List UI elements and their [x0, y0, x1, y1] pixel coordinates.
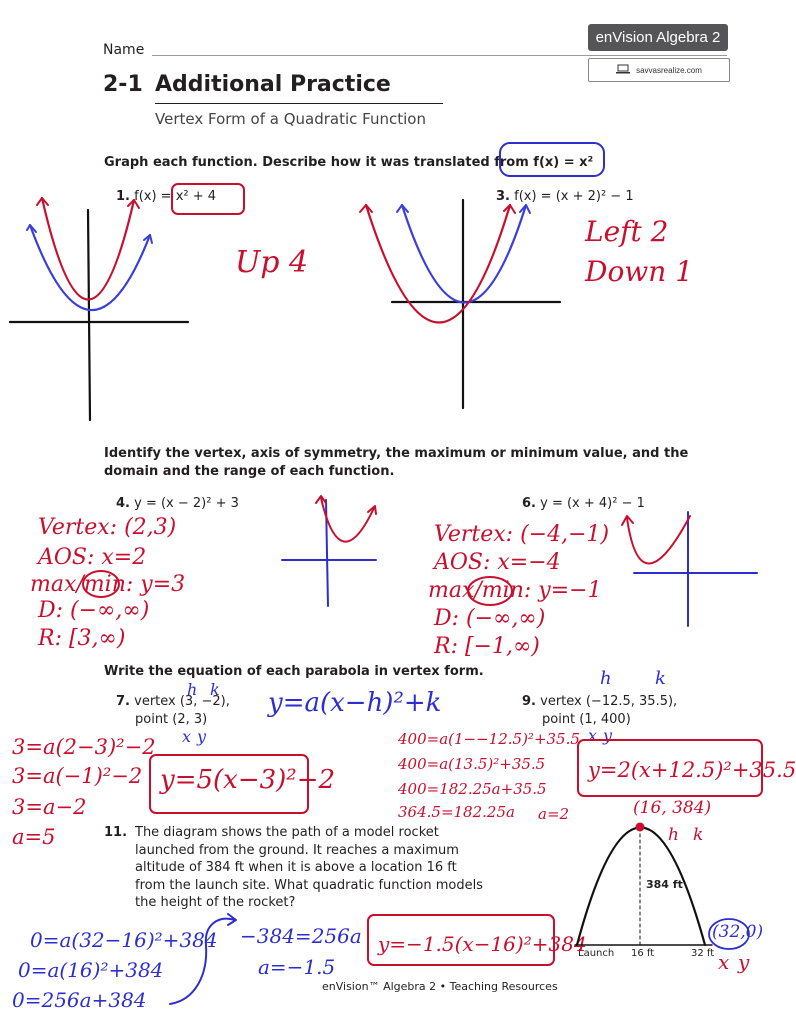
problem-11-line: the height of the rocket?: [135, 895, 296, 910]
p11-work-5: a=−1.5: [258, 955, 336, 979]
p11-answer: y=−1.5(x−16)²+384: [378, 932, 587, 956]
p4-vertex: Vertex: (2,3): [38, 515, 177, 540]
p6-domain: D: (−∞,∞): [434, 606, 546, 631]
rocket-k-note: k: [693, 825, 704, 845]
problem-7-line2: point (2, 3): [135, 712, 208, 727]
p4-range: R: [3,∞): [38, 626, 126, 651]
p7-work-1: 3=a(2−3)²−2: [12, 735, 156, 759]
p9-work-4: 364.5=182.25a: [398, 803, 515, 821]
rocket-x-16: 16 ft: [631, 948, 655, 959]
p11-work-4: −384=256a: [240, 924, 362, 948]
problem-11-line: launched from the ground. It reaches a maximum: [135, 842, 459, 858]
p9-work-3: 400=182.25a+35.5: [398, 780, 547, 798]
rocket-h-note: h: [668, 825, 679, 845]
problem-11-line: altitude of 384 ft when it is above a location 16 ft: [135, 860, 457, 875]
graph-4-curve: [321, 498, 374, 542]
lesson-subtitle: Vertex Form of a Quadratic Function: [155, 110, 426, 128]
lesson-title: Additional Practice: [155, 72, 391, 97]
problem-7-number: 7.: [116, 694, 130, 709]
p7-h-note: h: [187, 680, 198, 699]
section2-instructions-1: Identify the vertex, axis of symmetry, the maximum or minimum value, and the: [104, 446, 689, 461]
p7-work-2: 3=a(−1)²−2: [12, 764, 143, 788]
graph-3-shifted: [366, 205, 510, 323]
p11-work-3: 0=256a+384: [12, 988, 147, 1012]
graph-6-curve: [627, 516, 690, 564]
p9-y-note: y: [603, 726, 613, 745]
graph-1-parent: [30, 225, 150, 310]
rocket-x-note: x: [718, 950, 730, 974]
p7-x-note: x: [182, 727, 192, 746]
site-text: savvasrealize.com: [636, 65, 702, 75]
p4-min-circle: [83, 571, 119, 597]
rocket-vertex-note: (16, 384): [633, 798, 712, 818]
name-label: Name: [103, 42, 145, 58]
p4-domain: D: (−∞,∞): [38, 598, 150, 623]
p6-aos: AOS: x=−4: [434, 550, 561, 575]
problem-7-line1: vertex (3, −2),: [134, 694, 230, 709]
p7-answer-box: [150, 755, 308, 813]
rocket-height-label: 384 ft: [646, 878, 683, 891]
p7-k-note: k: [210, 680, 220, 699]
p7-work-4: a=5: [12, 825, 56, 849]
problem-1-answer: Up 4: [235, 245, 309, 280]
p7-y-note: y: [197, 727, 207, 746]
rocket-x-launch: Launch: [578, 948, 615, 959]
section3-instructions: Write the equation of each parabola in vertex form.: [104, 664, 484, 679]
graph-6: [634, 512, 757, 626]
p11-answer-box: [368, 915, 554, 965]
p4-maxmin: max/min: y=3: [30, 572, 186, 597]
p9-answer-box: [578, 740, 762, 796]
footer: enVision™ Algebra 2 • Teaching Resources: [322, 980, 558, 993]
problem-3-number: 3.: [496, 189, 510, 204]
rocket-x-32: 32 ft: [691, 948, 715, 959]
problem-9-line1: vertex (−12.5, 35.5),: [540, 694, 678, 709]
rocket-diagram: [575, 823, 749, 949]
problem-11-number: 11.: [104, 825, 128, 840]
p11-work-1: 0=a(32−16)²+384: [30, 928, 218, 952]
problem-6-text: y = (x + 4)² − 1: [540, 496, 645, 511]
problem-6-number: 6.: [522, 496, 536, 511]
brand-text: enVision Algebra 2: [595, 29, 721, 46]
vertex-formula: y=a(x−h)²+k: [268, 688, 442, 718]
section2-instructions-2: domain and the range of each function.: [104, 464, 395, 479]
rocket-end-note: (32,0): [712, 922, 764, 942]
p6-vertex: Vertex: (−4,−1): [434, 522, 610, 547]
section1-instructions: Graph each function. Describe how it was translated from f(x) = x²: [104, 155, 594, 170]
problem-1-number: 1.: [116, 189, 130, 204]
rocket-y-note: y: [738, 950, 750, 974]
p7-work-3: 3=a−2: [12, 795, 87, 819]
fx-circle: [500, 143, 604, 176]
p6-range: R: [−1,∞): [434, 634, 540, 659]
p4-aos: AOS: x=2: [38, 545, 147, 570]
p9-work-5: a=2: [538, 805, 570, 823]
problem-4-text: y = (x − 2)² + 3: [134, 496, 239, 511]
graph-4: [282, 500, 376, 606]
p9-work-1: 400=a(1−−12.5)²+35.5: [398, 730, 580, 748]
p11-work-2: 0=a(16)²+384: [18, 958, 164, 982]
lesson-number: 2-1: [103, 72, 143, 97]
problem-9-line2: point (1, 400): [542, 712, 631, 727]
p9-x-note: x: [588, 726, 598, 745]
p9-work-2: 400=a(13.5)²+35.5: [398, 755, 546, 773]
problem-4-number: 4.: [116, 496, 130, 511]
problem-11-line: The diagram shows the path of a model rocket: [135, 825, 439, 840]
problem-1-text: f(x) = x² + 4: [134, 189, 217, 204]
problem-3-answer-1: Left 2: [585, 215, 669, 248]
work-arrow: [170, 919, 235, 1004]
problem-9-number: 9.: [522, 694, 536, 709]
x2plus4-box: [172, 184, 244, 214]
p6-maxmin: max/min: y=−1: [428, 578, 602, 603]
problem-3-answer-2: Down 1: [585, 255, 694, 288]
problem-11-line: from the launch site. What quadratic function models: [135, 877, 483, 893]
graph-3: [392, 200, 560, 408]
p7-answer: y=5(x−3)²−2: [160, 765, 336, 795]
p9-h-note: h: [600, 668, 612, 689]
p6-min-circle: [468, 577, 512, 605]
p9-answer: y=2(x+12.5)²+35.5: [588, 758, 796, 782]
problem-3-text: f(x) = (x + 2)² − 1: [514, 189, 634, 204]
p9-k-note: k: [655, 668, 666, 689]
